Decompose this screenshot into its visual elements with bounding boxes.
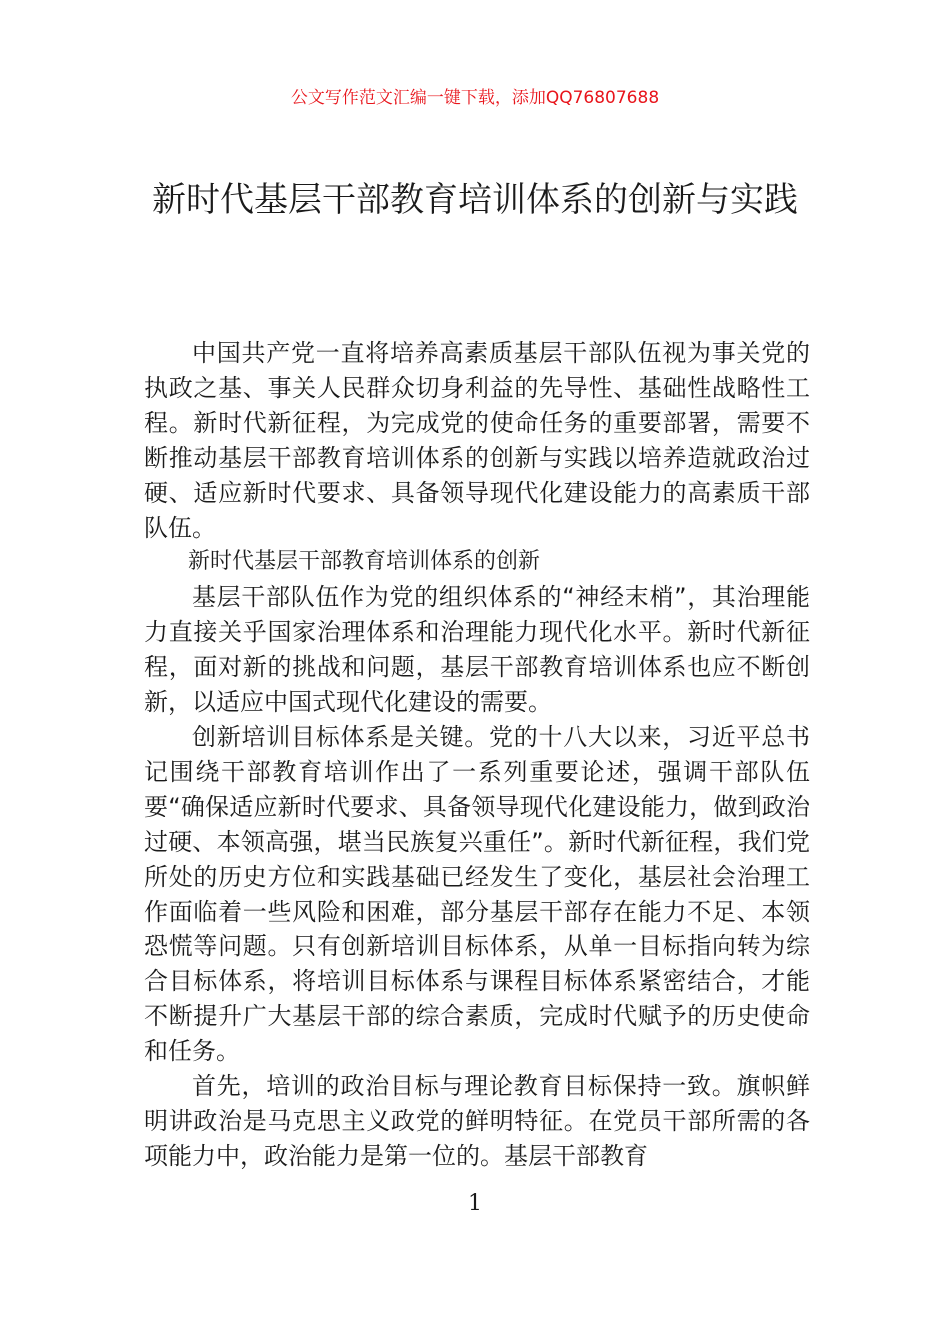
body-paragraph: 基层干部队伍作为党的组织体系的“神经末梢”，其治理能力直接关乎国家治理体系和治理能力现代化水平。新时代新征程，面对新的挑战和问题，基层干部教育培训体系也应不断创新，以适应中国式现代化建设的需要。 xyxy=(144,583,810,717)
page-number: 1 xyxy=(468,1191,482,1216)
document-body xyxy=(144,336,810,1174)
body-paragraph: 创新培训目标体系是关键。党的十八大以来，习近平总书记围绕干部教育培训作出了一系列重要论述，强调干部队伍要“确保适应新时代要求、具备领导现代化建设能力，做到政治过硬、本领高强，堪当民族复兴重任”。新时代新征程，我们党所处的历史方位和实践基础已经发生了变化，基层社会治理工作面临着一些风险和困难，部分基层干部存在能力不足、本领恐慌等问题。只有创新培训目标体系，从单一目标指向转为综合目标体系，将培训目标体系与课程目标体系紧密结合，才能不断提升广大基层干部的综合素质，完成时代赋予的历史使命和任务。 xyxy=(144,722,810,1066)
intro-paragraph: 中国共产党一直将培养高素质基层干部队伍视为事关党的执政之基、事关人民群众切身利益的先导性、基础性战略性工程。新时代新征程，为完成党的使命任务的重要部署，需要不断推动基层干部教育培训体系的创新与实践以培养造就政治过硬、适应新时代要求、具备领导现代化建设能力的高素质干部队伍。 xyxy=(144,339,810,542)
body-paragraph: 首先，培训的政治目标与理论教育目标保持一致。旗帜鲜明讲政治是马克思主义政党的鲜明特征。在党员干部所需的各项能力中，政治能力是第一位的。基层干部教育 xyxy=(144,1072,810,1170)
document-title: 新时代基层干部教育培训体系的创新与实践 xyxy=(152,180,798,220)
header-download-note: 公文写作范文汇编一键下载，添加QQ76807688 xyxy=(290,88,660,108)
section-heading: 新时代基层干部教育培训体系的创新 xyxy=(188,549,541,575)
